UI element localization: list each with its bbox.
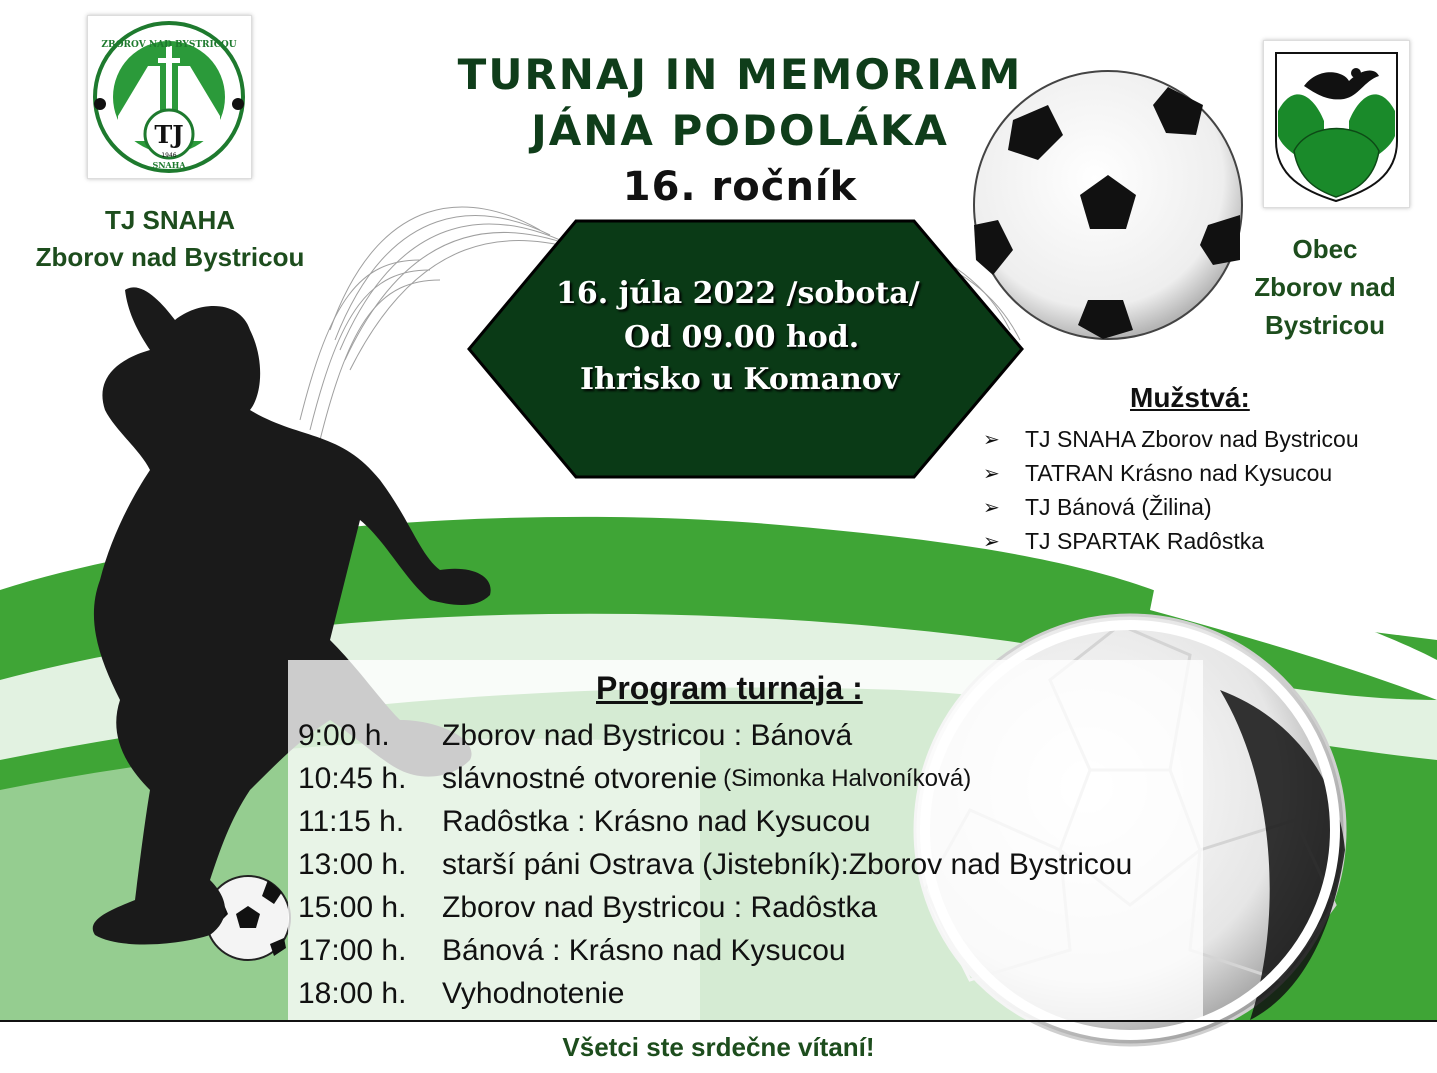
crest-bottom-text: SNAHA (152, 160, 186, 170)
program-text: slávnostné otvorenie (442, 761, 718, 795)
club-right-caption (1235, 230, 1415, 344)
program-note: (Simonka Halvoníková) (723, 764, 972, 792)
tj-snaha-club-crest-icon (88, 16, 251, 178)
program-text: Zborov nad Bystricou : Radôstka (442, 890, 878, 924)
footer-message: Všetci ste srdečne vítaní! (562, 1032, 875, 1062)
event-place: Ihrisko u Komanov (580, 362, 900, 397)
arrow-bullet-icon: ➢ (983, 428, 1000, 451)
teams-list (983, 422, 1359, 558)
list-item (298, 757, 1132, 800)
teams-heading: Mužstvá: (1130, 382, 1250, 413)
list-item (298, 886, 1132, 929)
club-logo (87, 15, 252, 179)
footer-divider (0, 1020, 1437, 1022)
program-text: Zborov nad Bystricou : Bánová (442, 718, 853, 752)
program-heading: Program turnaja : (596, 670, 863, 706)
program-text: starší páni Ostrava (Jistebník):Zborov nad Bystricou (442, 847, 1133, 881)
list-item (983, 490, 1359, 524)
list-item (298, 800, 1132, 843)
program-time: 11:15 h. (298, 804, 405, 838)
program-time: 10:45 h. (298, 761, 407, 795)
program-text: Vyhodnotenie (442, 976, 625, 1010)
event-date: 16. júla 2022 /sobota/ (556, 276, 920, 311)
list-item (983, 524, 1359, 558)
village-logo (1263, 40, 1410, 208)
team-name: TJ SNAHA Zborov nad Bystricou (1025, 425, 1359, 452)
program-time: 18:00 h. (298, 976, 407, 1010)
title-line-3: 16. ročník (622, 164, 858, 210)
club-right-line-1: Obec (1292, 234, 1358, 264)
program-time: 17:00 h. (298, 933, 407, 967)
list-item (298, 972, 1132, 1015)
program-list (298, 714, 1132, 1015)
crest-ring-text: ZBOROV NAD BYSTRICOU (101, 40, 237, 50)
crest-year: 1946 (161, 152, 177, 159)
team-name: TJ SPARTAK Radôstka (1025, 527, 1265, 554)
list-item (983, 422, 1359, 456)
club-right-line-2: Zborov nad (1254, 272, 1396, 302)
program-time: 15:00 h. (298, 890, 407, 924)
club-left-town: Zborov nad Bystricou (35, 242, 305, 272)
program-text: Radôstka : Krásno nad Kysucou (442, 804, 871, 838)
team-name: TATRAN Krásno nad Kysucou (1025, 459, 1333, 486)
club-right-line-3: Bystricou (1265, 310, 1385, 340)
list-item (983, 456, 1359, 490)
arrow-bullet-icon: ➢ (983, 496, 1000, 519)
title-line-1: TURNAJ IN MEMORIAM (457, 50, 1023, 99)
program-text: Bánová : Krásno nad Kysucou (442, 933, 846, 967)
list-item (298, 843, 1132, 886)
arrow-bullet-icon: ➢ (983, 530, 1000, 553)
village-coat-of-arms-icon (1264, 41, 1409, 207)
crest-initials: TJ (154, 120, 184, 149)
club-left-caption (20, 202, 320, 276)
team-name: TJ Bánová (Žilina) (1025, 493, 1212, 520)
program-time: 9:00 h. (298, 718, 390, 752)
event-time: Od 09.00 hod. (624, 320, 860, 355)
title-line-2: JÁNA PODOLÁKA (531, 106, 949, 155)
list-item (298, 929, 1132, 972)
club-left-name: TJ SNAHA (104, 205, 235, 235)
arrow-bullet-icon: ➢ (983, 462, 1000, 485)
list-item (298, 714, 1132, 757)
program-time: 13:00 h. (298, 847, 407, 881)
